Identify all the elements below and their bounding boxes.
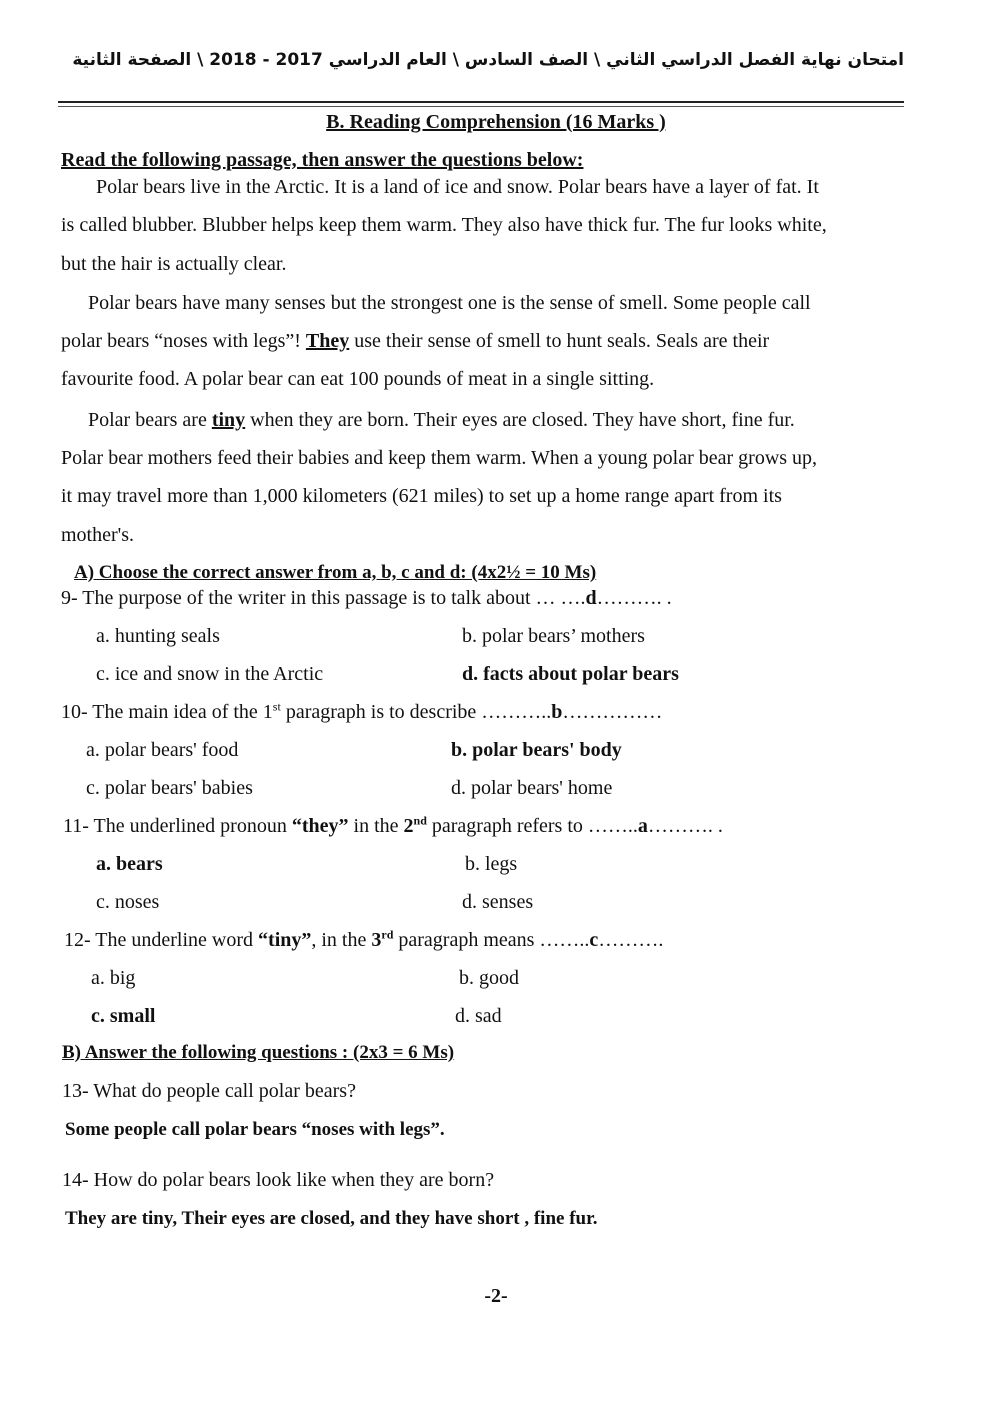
answer-13: Some people call polar bears “noses with legs”. [65,1119,445,1140]
q11-option-c: c. noses [96,891,160,913]
text: 12- The underline word [64,929,259,951]
q10-option-a: a. polar bears' food [86,739,239,761]
passage-instruction: Read the following passage, then answer the questions below: [61,149,584,171]
underlined-word-tiny: tiny [211,409,246,431]
text: polar bears “noses with legs”! [61,330,306,352]
question-11 [63,815,723,838]
text: when they are born. Their eyes are closed. They have short, fine fur. [245,409,795,431]
q12-option-c-correct: c. small [91,1005,156,1027]
q9-option-a: a. hunting seals [96,625,220,647]
text: use their sense of smell to hunt seals. Seals are their [349,330,770,352]
q11-option-d: d. senses [462,891,534,913]
page-number: -2- [484,1285,508,1307]
text: 9- The purpose of the writer in this passage is to talk about … …. [61,587,586,609]
passage-p1-line3: but the hair is actually clear. [61,253,287,275]
passage-p2-line1: Polar bears have many senses but the strongest one is the sense of smell. Some people call [88,292,811,314]
q9-option-b: b. polar bears’ mothers [462,625,645,647]
text: Polar bears are [88,409,212,431]
quoted-word: “they” [291,815,349,837]
header-rule-thin [58,106,904,107]
question-13: 13- What do people call polar bears? [62,1080,356,1102]
quoted-word: “tiny” [258,929,312,951]
text: ………. [598,929,664,951]
part-b-title: B) Answer the following questions : (2x3 = 6 Ms) [62,1042,455,1063]
text: paragraph is to describe ……….. [280,701,552,723]
q10-option-b-correct: b. polar bears' body [451,739,622,761]
q10-option-d: d. polar bears' home [451,777,613,799]
answer-9: d [585,587,597,609]
question-9 [61,587,672,610]
passage-p2-line2 [61,330,769,353]
text: paragraph refers to …….. [426,815,638,837]
q10-option-c: c. polar bears' babies [86,777,253,799]
text: 11- The underlined pronoun [63,815,292,837]
q12-option-b: b. good [459,967,519,989]
passage-p3-line3: it may travel more than 1,000 kilometers (621 miles) to set up a home range apart from its [61,485,782,507]
q11-option-b: b. legs [465,853,518,875]
superscript: nd [413,813,427,828]
answer-10: b [551,701,563,723]
text: , in the [311,929,372,951]
answer-12: c [589,929,599,951]
section-title: B. Reading Comprehension (16 Marks ) [326,111,666,133]
passage-p1-line1: Polar bears live in the Arctic. It is a land of ice and snow. Polar bears have a layer of fat. It [96,176,819,198]
question-10 [61,701,662,724]
passage-p3-line1 [88,409,795,432]
question-14: 14- How do polar bears look like when they are born? [62,1169,495,1191]
superscript: st [272,699,281,714]
answer-14: They are tiny, Their eyes are closed, and they have short , fine fur. [65,1208,598,1229]
passage-p1-line2: is called blubber. Blubber helps keep them warm. They also have thick fur. The fur looks white, [61,214,827,236]
answer-11: a [637,815,648,837]
text: ………. . [596,587,672,609]
text: in the [348,815,404,837]
text: 10- The main idea of the 1 [61,701,273,723]
text: ………. . [647,815,723,837]
q11-option-a-correct: a. bears [96,853,163,875]
text: paragraph means …….. [393,929,590,951]
q12-option-d: d. sad [455,1005,502,1027]
ordinal: 2 [403,815,414,837]
passage-p3-line2: Polar bear mothers feed their babies and keep them warm. When a young polar bear grows up, [61,447,818,469]
superscript: rd [381,927,394,942]
passage-p2-line3: favourite food. A polar bear can eat 100 pounds of meat in a single sitting. [61,368,655,390]
question-12 [64,929,663,952]
passage-p3-line4: mother's. [61,524,135,546]
exam-header-arabic: امتحان نهاية الفصل الدراسي الثاني \ الصف السادس \ العام الدراسي 2017 - 2018 \ الصفحة الثانية [72,50,904,70]
q9-option-c: c. ice and snow in the Arctic [96,663,324,685]
header-rule [58,101,904,103]
ordinal: 3 [371,929,382,951]
part-a-title: A) Choose the correct answer from a, b, c and d: (4x2½ = 10 Ms) [74,562,597,583]
text: …………… [562,701,663,723]
q9-option-d-correct: d. facts about polar bears [462,663,679,685]
underlined-pronoun-they: They [305,330,350,352]
q12-option-a: a. big [91,967,136,989]
